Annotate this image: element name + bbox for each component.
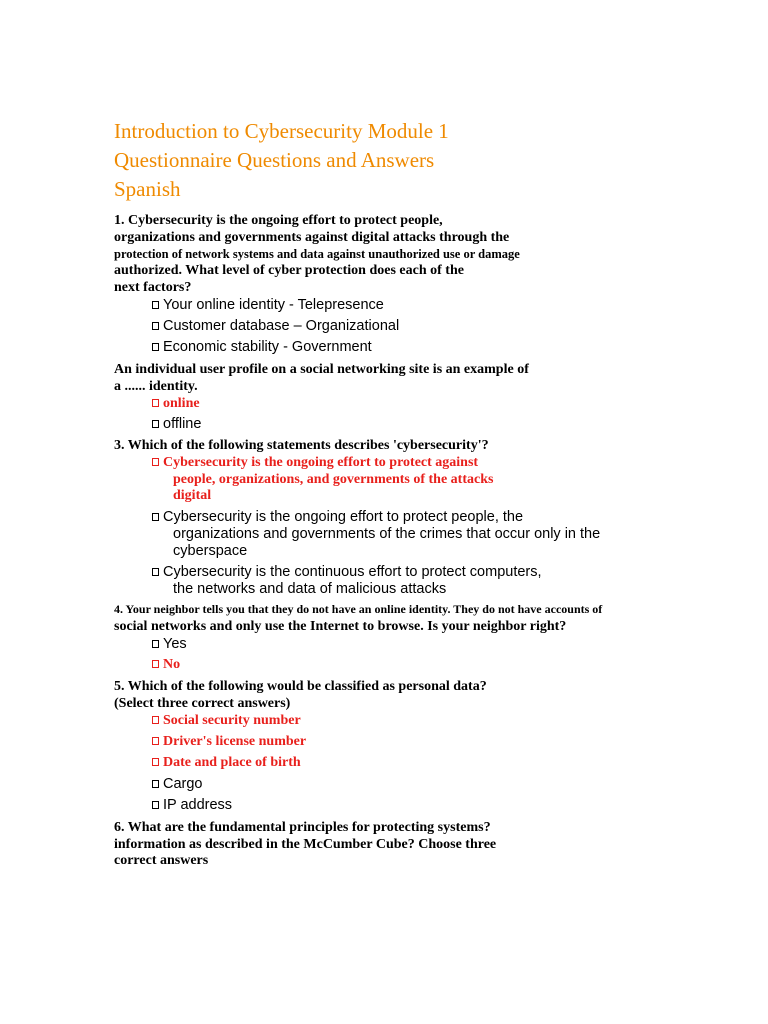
q5-option-1 xyxy=(152,776,203,792)
q3-option-2-line-1: Cybersecurity is the continuous effort to protect computers, xyxy=(163,564,542,580)
q1-line-3: protection of network systems and data against unauthorized use or damage xyxy=(114,247,520,261)
q4-option-1-label: Yes xyxy=(163,636,187,652)
q1-option-1-label: Your online identity - Telepresence xyxy=(163,297,384,313)
document-title-line-3: Spanish xyxy=(114,177,181,201)
q1-line-1: 1. Cybersecurity is the ongoing effort to protect people, xyxy=(114,213,443,228)
q4-line-1: 4. Your neighbor tells you that they do not have an online identity. They do not have accounts of xyxy=(114,602,603,616)
q2-option-1 xyxy=(152,416,201,432)
q1-line-4: authorized. What level of cyber protection does each of the xyxy=(114,263,464,278)
q5-line-1: 5. Which of the following would be classified as personal data? xyxy=(114,679,487,694)
q1-option-2-label: Customer database – Organizational xyxy=(163,318,400,334)
q2-line-2: a ...... identity. xyxy=(114,379,198,394)
q3-option-1 xyxy=(152,509,523,525)
q5-correct-answer-3 xyxy=(152,755,301,771)
q5-line-2: (Select three correct answers) xyxy=(114,696,291,711)
q1-option-1 xyxy=(152,297,384,313)
q6-line-1: 6. What are the fundamental principles for protecting systems? xyxy=(114,820,491,835)
q1-line-2: organizations and governments against digital attacks through the xyxy=(114,230,510,245)
document-title-line-1: Introduction to Cybersecurity Module 1 xyxy=(114,119,449,143)
q3-option-1-line-1: Cybersecurity is the ongoing effort to protect people, the xyxy=(163,509,524,525)
q1-option-3-label: Economic stability - Government xyxy=(163,339,372,355)
q3-correct-answer-line-1: Cybersecurity is the ongoing effort to protect against xyxy=(163,455,479,470)
q3-correct-answer-line-3: digital xyxy=(173,488,212,503)
checkbox-icon xyxy=(152,458,159,466)
q1-line-5: next factors? xyxy=(114,280,192,295)
q3-option-2 xyxy=(152,564,542,580)
q5-correct-answer-1-label: Social security number xyxy=(163,713,301,728)
q2-correct-answer xyxy=(152,396,200,412)
checkbox-icon xyxy=(152,737,159,745)
checkbox-icon xyxy=(152,322,159,330)
q3-option-2-line-2: the networks and data of malicious attacks xyxy=(173,581,447,597)
checkbox-icon xyxy=(152,716,159,724)
q5-correct-answer-3-label: Date and place of birth xyxy=(163,755,301,770)
q3-correct-answer xyxy=(152,455,478,471)
checkbox-icon xyxy=(152,801,159,809)
checkbox-icon xyxy=(152,301,159,309)
q1-option-2 xyxy=(152,318,399,334)
checkbox-icon xyxy=(152,568,159,576)
q3-option-1-line-3: cyberspace xyxy=(173,543,248,559)
q1-option-3 xyxy=(152,339,372,355)
q2-line-1: An individual user profile on a social networking site is an example of xyxy=(114,362,529,377)
q4-correct-answer xyxy=(152,657,180,673)
q5-option-1-label: Cargo xyxy=(163,776,203,792)
q4-option-1 xyxy=(152,636,187,652)
q5-option-2 xyxy=(152,797,232,813)
checkbox-icon xyxy=(152,399,159,407)
checkbox-icon xyxy=(152,640,159,648)
checkbox-icon xyxy=(152,513,159,521)
q5-correct-answer-2 xyxy=(152,734,306,750)
checkbox-icon xyxy=(152,780,159,788)
q3-question: 3. Which of the following statements describes 'cybersecurity'? xyxy=(114,438,489,453)
checkbox-icon xyxy=(152,660,159,668)
q3-option-1-line-2: organizations and governments of the crimes that occur only in the xyxy=(173,526,601,542)
q2-correct-answer-label: online xyxy=(163,396,200,411)
checkbox-icon xyxy=(152,420,159,428)
q3-correct-answer-line-2: people, organizations, and governments of the attacks xyxy=(173,472,494,487)
q4-correct-answer-label: No xyxy=(163,657,181,672)
q5-correct-answer-1 xyxy=(152,713,301,729)
document-title-line-2: Questionnaire Questions and Answers xyxy=(114,148,435,172)
checkbox-icon xyxy=(152,758,159,766)
q5-correct-answer-2-label: Driver's license number xyxy=(163,734,307,749)
q6-line-2: information as described in the McCumber Cube? Choose three xyxy=(114,837,497,852)
checkbox-icon xyxy=(152,343,159,351)
q4-line-2: social networks and only use the Internet to browse. Is your neighbor right? xyxy=(114,619,567,634)
q6-line-3: correct answers xyxy=(114,853,209,868)
q5-option-2-label: IP address xyxy=(163,797,233,813)
q2-option-1-label: offline xyxy=(163,416,202,432)
